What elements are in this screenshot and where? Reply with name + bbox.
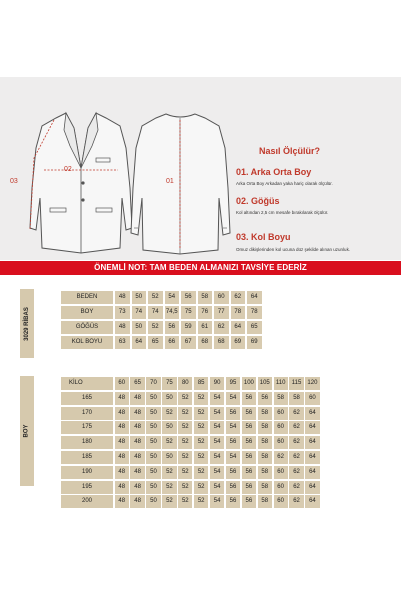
- table1-cell: 62: [214, 321, 229, 334]
- measure-label-01: 01: [166, 178, 174, 185]
- table2-cell: 50: [146, 481, 160, 494]
- table2-cell: 58: [258, 481, 272, 494]
- table1-cell: 78: [231, 306, 246, 319]
- table2-cell: 58: [258, 421, 272, 434]
- table2-cell: 64: [305, 436, 319, 449]
- table2-cell: 64: [305, 495, 319, 508]
- table2-kilo-header: 75: [162, 377, 176, 390]
- table2-cell: 54: [210, 392, 224, 405]
- table2-cell: 60: [274, 495, 288, 508]
- table1-cell: 62: [231, 291, 246, 304]
- table2-cell: 56: [226, 436, 240, 449]
- table1-cell: 74,5: [165, 306, 180, 319]
- table1-cell: 58: [198, 291, 213, 304]
- table1-cell: 65: [148, 336, 163, 349]
- table2-kilo-header: 100: [242, 377, 256, 390]
- table2-cell: 54: [210, 421, 224, 434]
- table1-cell: 74: [148, 306, 163, 319]
- table2-cell: 64: [305, 466, 319, 479]
- table1-cell: 64: [132, 336, 147, 349]
- table2-cell: 50: [146, 407, 160, 420]
- front-jacket-illustration: [26, 108, 136, 258]
- table2-kilo-header: 80: [178, 377, 192, 390]
- table1-cell: 52: [148, 291, 163, 304]
- table1-cell: 61: [198, 321, 213, 334]
- table1-cell: 67: [181, 336, 196, 349]
- table2-cell: 56: [226, 495, 240, 508]
- table2-cell: 56: [242, 407, 256, 420]
- table1-row-label: BEDEN: [61, 291, 113, 304]
- table1-cell: 77: [214, 306, 229, 319]
- table2-cell: 60: [274, 436, 288, 449]
- table2-cell: 60: [274, 481, 288, 494]
- table1-row-label: BOY: [61, 306, 113, 319]
- table1-cell: 56: [181, 291, 196, 304]
- table2-cell: 52: [194, 436, 208, 449]
- table2-cell: 54: [226, 451, 240, 464]
- measure-label-03: 03: [10, 178, 18, 185]
- table2-cell: 48: [115, 392, 129, 405]
- table1-cell: 74: [132, 306, 147, 319]
- table2-side-label-text: BOY: [23, 424, 30, 438]
- table2-kilo-header: 65: [130, 377, 144, 390]
- table2-cell: 52: [194, 451, 208, 464]
- table2-cell: 52: [162, 466, 176, 479]
- table2-cell: 52: [194, 495, 208, 508]
- table1-cell: 78: [247, 306, 262, 319]
- table2-cell: 62: [289, 436, 303, 449]
- table2-cell: 56: [242, 481, 256, 494]
- table2-cell: 56: [242, 495, 256, 508]
- table1-cell: 59: [181, 321, 196, 334]
- table2-cell: 52: [178, 466, 192, 479]
- table2-cell: 50: [146, 421, 160, 434]
- table2-cell: 52: [178, 451, 192, 464]
- table2-cell: 52: [178, 481, 192, 494]
- table2-cell: 54: [210, 481, 224, 494]
- table2-cell: 48: [130, 436, 144, 449]
- table2-cell: 50: [146, 495, 160, 508]
- table2-cell: 62: [289, 451, 303, 464]
- table1-cell: 54: [165, 291, 180, 304]
- table2-cell: 54: [226, 392, 240, 405]
- table2-cell: 50: [162, 451, 176, 464]
- table2-cell: 54: [226, 421, 240, 434]
- table2-cell: 50: [146, 392, 160, 405]
- table2-cell: 48: [130, 451, 144, 464]
- table2-cell: 52: [194, 421, 208, 434]
- table2-cell: 48: [130, 466, 144, 479]
- table1-cell: 64: [231, 321, 246, 334]
- table2-cell: 56: [242, 392, 256, 405]
- table2-cell: 56: [226, 481, 240, 494]
- back-jacket-illustration: [128, 108, 233, 258]
- table1-cell: 50: [132, 291, 147, 304]
- table2-cell: 50: [162, 421, 176, 434]
- table1-cell: 63: [115, 336, 130, 349]
- table2-cell: 54: [210, 495, 224, 508]
- table2-cell: 52: [178, 436, 192, 449]
- table2-cell: 60: [274, 466, 288, 479]
- table2-cell: 60: [274, 421, 288, 434]
- table1-side-label: [20, 289, 34, 358]
- table2-cell: 52: [178, 392, 192, 405]
- table2-cell: 58: [289, 392, 303, 405]
- table2-cell: 62: [289, 481, 303, 494]
- size-table: [61, 291, 262, 349]
- table2-cell: 58: [258, 436, 272, 449]
- step-2-title: 02. Göğüs: [236, 196, 280, 206]
- step-1-desc: Arka Orta Boy Arkadan yaka hariç olarak ölçülür.: [236, 181, 333, 186]
- table2-cell: 52: [194, 392, 208, 405]
- table1-cell: 75: [181, 306, 196, 319]
- table1-cell: 65: [247, 321, 262, 334]
- table2-cell: 62: [289, 466, 303, 479]
- table2-cell: 60: [305, 392, 319, 405]
- table2-row-label: 200: [61, 495, 113, 508]
- table2-row-label: 170: [61, 407, 113, 420]
- table2-cell: 54: [210, 466, 224, 479]
- table1-cell: 48: [115, 291, 130, 304]
- table2-cell: 62: [289, 495, 303, 508]
- table2-cell: 48: [130, 421, 144, 434]
- table2-cell: 58: [258, 407, 272, 420]
- table2-cell: 64: [305, 481, 319, 494]
- table2-row-label: 190: [61, 466, 113, 479]
- table2-row-label: 185: [61, 451, 113, 464]
- table2-cell: 52: [162, 495, 176, 508]
- table1-cell: 50: [132, 321, 147, 334]
- table2-kilo-header: 115: [289, 377, 303, 390]
- table2-cell: 60: [274, 407, 288, 420]
- table2-cell: 52: [194, 481, 208, 494]
- table2-cell: 52: [162, 407, 176, 420]
- table2-cell: 56: [226, 407, 240, 420]
- table2-cell: 48: [115, 451, 129, 464]
- table2-kilo-header: 90: [210, 377, 224, 390]
- table2-kilo-header: 85: [194, 377, 208, 390]
- table2-cell: 50: [146, 466, 160, 479]
- table2-cell: 64: [305, 451, 319, 464]
- table2-cell: 56: [242, 466, 256, 479]
- table2-cell: 52: [194, 407, 208, 420]
- step-3-desc: Omuz dikişlerinden kol ucuna düz şekilde alınan uzunluk.: [236, 247, 351, 252]
- table2-cell: 48: [115, 481, 129, 494]
- table2-cell: 64: [305, 421, 319, 434]
- table2-row-label: 165: [61, 392, 113, 405]
- table2-kilo-header: 95: [226, 377, 240, 390]
- table2-cell: 48: [115, 407, 129, 420]
- table1-side-label-text: 3029 RİBAS: [24, 306, 30, 341]
- height-weight-table: [61, 377, 320, 508]
- table2-cell: 56: [258, 392, 272, 405]
- table2-cell: 48: [130, 407, 144, 420]
- how-to-measure-title: Nasıl Ölçülür?: [259, 146, 321, 156]
- table2-cell: 52: [162, 436, 176, 449]
- table2-cell: 58: [258, 466, 272, 479]
- table1-cell: 48: [115, 321, 130, 334]
- table2-row-label: 180: [61, 436, 113, 449]
- table2-cell: 50: [146, 436, 160, 449]
- table2-kilo-header: 120: [305, 377, 319, 390]
- table2-kilo-header: 70: [146, 377, 160, 390]
- table2-cell: 64: [305, 407, 319, 420]
- table1-row-label: KOL BOYU: [61, 336, 113, 349]
- table2-kilo-header: 105: [258, 377, 272, 390]
- table2-cell: 56: [242, 436, 256, 449]
- table2-cell: 58: [258, 451, 272, 464]
- table2-cell: 48: [115, 495, 129, 508]
- table1-cell: 60: [214, 291, 229, 304]
- table1-cell: 69: [247, 336, 262, 349]
- table2-cell: 56: [242, 421, 256, 434]
- important-note-banner: ÖNEMLİ NOT: TAM BEDEN ALMANIZI TAVSİYE EDERİZ: [0, 261, 401, 275]
- table2-cell: 54: [210, 407, 224, 420]
- table2-cell: 58: [258, 495, 272, 508]
- table2-cell: 52: [162, 481, 176, 494]
- table2-cell: 50: [146, 451, 160, 464]
- table2-cell: 62: [274, 451, 288, 464]
- table2-side-label: [20, 376, 34, 486]
- table2-cell: 48: [115, 436, 129, 449]
- table1-cell: 73: [115, 306, 130, 319]
- table2-cell: 56: [242, 451, 256, 464]
- table2-row-label: 175: [61, 421, 113, 434]
- table2-cell: 52: [178, 407, 192, 420]
- measure-label-02: 02: [64, 166, 72, 173]
- table1-cell: 69: [231, 336, 246, 349]
- table1-cell: 56: [165, 321, 180, 334]
- table2-kilo-header: 110: [274, 377, 288, 390]
- table2-cell: 50: [162, 392, 176, 405]
- table2-cell: 56: [226, 466, 240, 479]
- table2-row-label: 195: [61, 481, 113, 494]
- step-1-title: 01. Arka Orta Boy: [236, 167, 312, 177]
- table2-cell: 48: [130, 392, 144, 405]
- table2-cell: 48: [115, 466, 129, 479]
- table2-cell: 48: [130, 481, 144, 494]
- table2-kilo-header: 60: [115, 377, 129, 390]
- table2-cell: 54: [210, 451, 224, 464]
- table2-cell: 52: [194, 466, 208, 479]
- table1-cell: 52: [148, 321, 163, 334]
- table2-cell: 48: [115, 421, 129, 434]
- table2-cell: 52: [178, 495, 192, 508]
- table1-row-label: GÖĞÜS: [61, 321, 113, 334]
- table2-cell: 54: [210, 436, 224, 449]
- table1-cell: 68: [198, 336, 213, 349]
- table1-cell: 68: [214, 336, 229, 349]
- table2-cell: 58: [274, 392, 288, 405]
- step-2-desc: Kol altından 2,5 cm mesafe bırakılarak ölçülür.: [236, 210, 329, 215]
- table1-cell: 76: [198, 306, 213, 319]
- table2-cell: 48: [130, 495, 144, 508]
- table2-cell: 62: [289, 407, 303, 420]
- step-3-title: 03. Kol Boyu: [236, 232, 291, 242]
- table2-cell: 52: [178, 421, 192, 434]
- table2-cell: 62: [289, 421, 303, 434]
- table2-header-label: KİLO: [61, 377, 113, 390]
- table1-cell: 64: [247, 291, 262, 304]
- table1-cell: 66: [165, 336, 180, 349]
